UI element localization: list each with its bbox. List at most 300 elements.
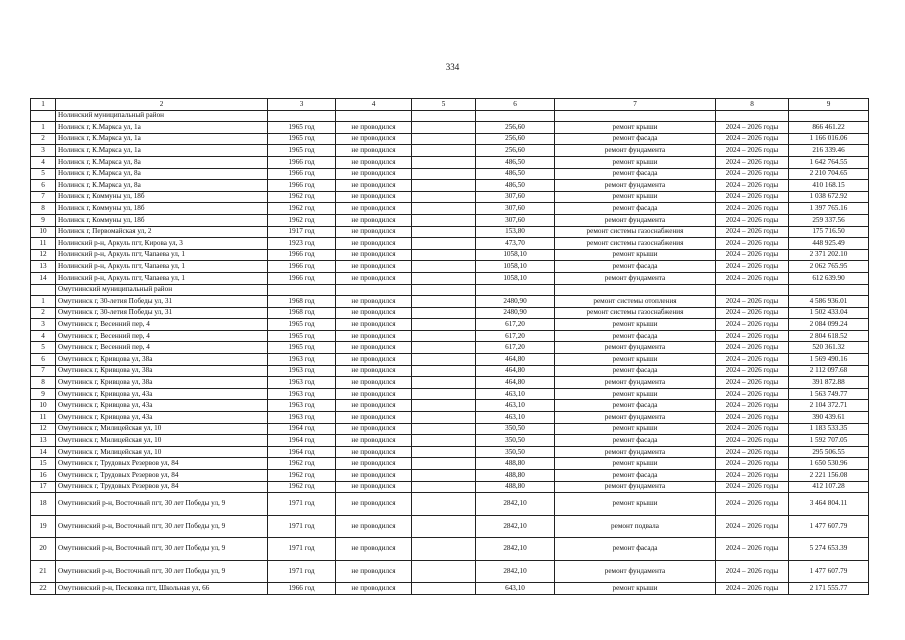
area-cell: 307,60 (476, 214, 555, 226)
work-type-cell: ремонт фундамента (555, 342, 716, 354)
period-cell: 2024 – 2026 годы (716, 238, 789, 250)
col-5-cell (412, 377, 476, 389)
cost-cell: 1 477 607.79 (789, 560, 869, 583)
area-cell: 473,70 (476, 238, 555, 250)
section-title: Нолинский муниципальный район (56, 110, 268, 122)
last-repair-cell: не проводился (336, 470, 412, 482)
area-cell: 256,60 (476, 122, 555, 134)
header-cell: 2 (56, 99, 268, 111)
cost-cell: 4 586 936.01 (789, 296, 869, 308)
period-cell: 2024 – 2026 годы (716, 446, 789, 458)
last-repair-cell: не проводился (336, 560, 412, 583)
work-type-cell: ремонт фундамента (555, 481, 716, 493)
area-cell: 488,80 (476, 481, 555, 493)
last-repair-cell: не проводился (336, 342, 412, 354)
col-5-cell (412, 354, 476, 366)
period-cell: 2024 – 2026 годы (716, 330, 789, 342)
build-year-cell: 1962 год (268, 458, 336, 470)
work-type-cell: ремонт фасада (555, 261, 716, 273)
address-cell: Омутнинск г, Кривцова ул, 38а (56, 365, 268, 377)
table-row (31, 377, 869, 389)
period-cell: 2024 – 2026 годы (716, 145, 789, 157)
section-empty-cell (789, 284, 869, 296)
address-cell: Омутнинск г, Кривцова ул, 43а (56, 412, 268, 424)
col-5-cell (412, 400, 476, 412)
period-cell: 2024 – 2026 годы (716, 423, 789, 435)
row-number-cell: 13 (31, 261, 56, 273)
period-cell: 2024 – 2026 годы (716, 470, 789, 482)
work-type-cell: ремонт крыши (555, 423, 716, 435)
table-row (31, 560, 869, 583)
period-cell: 2024 – 2026 годы (716, 133, 789, 145)
address-cell: Омутнинский р-н, Восточный пгт, 30 лет Победы ул, 9 (56, 560, 268, 583)
work-type-cell: ремонт системы газоснабжения (555, 226, 716, 238)
build-year-cell: 1962 год (268, 203, 336, 215)
row-number-cell: 14 (31, 272, 56, 284)
last-repair-cell: не проводился (336, 377, 412, 389)
build-year-cell: 1971 год (268, 538, 336, 561)
table-row (31, 583, 869, 595)
build-year-cell: 1971 год (268, 515, 336, 538)
period-cell: 2024 – 2026 годы (716, 261, 789, 273)
cost-cell: 2 221 156.08 (789, 470, 869, 482)
col-5-cell (412, 122, 476, 134)
build-year-cell: 1963 год (268, 400, 336, 412)
table-row (31, 238, 869, 250)
work-type-cell: ремонт фасада (555, 470, 716, 482)
last-repair-cell: не проводился (336, 203, 412, 215)
row-number-cell: 12 (31, 249, 56, 261)
row-number-cell: 4 (31, 330, 56, 342)
table-row (31, 261, 869, 273)
table-row (31, 342, 869, 354)
col-5-cell (412, 249, 476, 261)
table-row (31, 400, 869, 412)
address-cell: Омутнинский р-н, Восточный пгт, 30 лет Победы ул, 9 (56, 538, 268, 561)
work-type-cell: ремонт крыши (555, 156, 716, 168)
area-cell: 350,50 (476, 423, 555, 435)
area-cell: 2480,90 (476, 307, 555, 319)
period-cell: 2024 – 2026 годы (716, 226, 789, 238)
area-cell: 256,60 (476, 145, 555, 157)
last-repair-cell: не проводился (336, 307, 412, 319)
table-row (31, 133, 869, 145)
section-empty-cell (476, 284, 555, 296)
row-number-cell: 13 (31, 435, 56, 447)
area-cell: 2842,10 (476, 515, 555, 538)
build-year-cell: 1963 год (268, 354, 336, 366)
section-row (31, 110, 869, 122)
row-number-cell: 10 (31, 400, 56, 412)
build-year-cell: 1966 год (268, 168, 336, 180)
address-cell: Омутнинский р-н, Восточный пгт, 30 лет Победы ул, 9 (56, 493, 268, 516)
period-cell: 2024 – 2026 годы (716, 180, 789, 192)
period-cell: 2024 – 2026 годы (716, 214, 789, 226)
row-number-cell: 16 (31, 470, 56, 482)
period-cell: 2024 – 2026 годы (716, 365, 789, 377)
build-year-cell: 1964 год (268, 446, 336, 458)
area-cell: 2480,90 (476, 296, 555, 308)
cost-cell: 2 171 555.77 (789, 583, 869, 595)
area-cell: 1058,10 (476, 249, 555, 261)
last-repair-cell: не проводился (336, 191, 412, 203)
table-row (31, 538, 869, 561)
area-cell: 464,80 (476, 365, 555, 377)
cost-cell: 1 592 707.05 (789, 435, 869, 447)
cost-cell: 259 337.56 (789, 214, 869, 226)
area-cell: 463,10 (476, 412, 555, 424)
work-type-cell: ремонт крыши (555, 458, 716, 470)
area-cell: 307,60 (476, 203, 555, 215)
col-5-cell (412, 191, 476, 203)
row-number-cell: 8 (31, 203, 56, 215)
cost-cell: 612 639.90 (789, 272, 869, 284)
col-5-cell (412, 560, 476, 583)
work-type-cell: ремонт крыши (555, 122, 716, 134)
header-cell: 1 (31, 99, 56, 111)
row-number-cell: 18 (31, 493, 56, 516)
last-repair-cell: не проводился (336, 515, 412, 538)
col-5-cell (412, 180, 476, 192)
section-empty-cell (476, 110, 555, 122)
col-5-cell (412, 365, 476, 377)
work-type-cell: ремонт системы газоснабжения (555, 238, 716, 250)
col-5-cell (412, 538, 476, 561)
work-type-cell: ремонт фундамента (555, 272, 716, 284)
section-empty-cell (789, 110, 869, 122)
build-year-cell: 1968 год (268, 307, 336, 319)
row-number-cell: 4 (31, 156, 56, 168)
area-cell: 464,80 (476, 377, 555, 389)
header-cell: 9 (789, 99, 869, 111)
address-cell: Омутнинск г, Трудовых Резервов ул, 84 (56, 470, 268, 482)
area-cell: 617,20 (476, 330, 555, 342)
build-year-cell: 1966 год (268, 249, 336, 261)
build-year-cell: 1966 год (268, 156, 336, 168)
row-number-cell: 21 (31, 560, 56, 583)
address-cell: Нолинск г, К.Маркса ул, 8а (56, 180, 268, 192)
header-cell: 3 (268, 99, 336, 111)
address-cell: Нолинский р-н, Аркуль пгт, Кирова ул, 3 (56, 238, 268, 250)
work-type-cell: ремонт крыши (555, 388, 716, 400)
area-cell: 464,80 (476, 354, 555, 366)
work-type-cell: ремонт фундамента (555, 377, 716, 389)
last-repair-cell: не проводился (336, 238, 412, 250)
cost-cell: 1 502 433.04 (789, 307, 869, 319)
cost-cell: 3 464 804.11 (789, 493, 869, 516)
area-cell: 307,60 (476, 191, 555, 203)
address-cell: Омутнинск г, Кривцова ул, 43а (56, 388, 268, 400)
build-year-cell: 1963 год (268, 365, 336, 377)
address-cell: Нолинск г, К.Маркса ул, 8а (56, 168, 268, 180)
table-row (31, 122, 869, 134)
build-year-cell: 1971 год (268, 560, 336, 583)
last-repair-cell: не проводился (336, 180, 412, 192)
col-5-cell (412, 330, 476, 342)
table-row (31, 272, 869, 284)
last-repair-cell: не проводился (336, 481, 412, 493)
col-5-cell (412, 214, 476, 226)
last-repair-cell: не проводился (336, 122, 412, 134)
build-year-cell: 1964 год (268, 435, 336, 447)
cost-cell: 1 166 016.06 (789, 133, 869, 145)
cost-cell: 5 274 653.39 (789, 538, 869, 561)
col-5-cell (412, 342, 476, 354)
last-repair-cell: не проводился (336, 423, 412, 435)
cost-cell: 448 925.49 (789, 238, 869, 250)
work-type-cell: ремонт фасада (555, 168, 716, 180)
area-cell: 463,10 (476, 388, 555, 400)
period-cell: 2024 – 2026 годы (716, 435, 789, 447)
row-number-cell: 5 (31, 168, 56, 180)
last-repair-cell: не проводился (336, 319, 412, 331)
row-number-cell: 9 (31, 388, 56, 400)
build-year-cell: 1962 год (268, 481, 336, 493)
address-cell: Омутнинск г, Кривцова ул, 38а (56, 354, 268, 366)
col-5-cell (412, 583, 476, 595)
cost-cell: 1 397 765.16 (789, 203, 869, 215)
address-cell: Нолинск г, К.Маркса ул, 8а (56, 156, 268, 168)
work-type-cell: ремонт фасада (555, 538, 716, 561)
area-cell: 350,50 (476, 435, 555, 447)
address-cell: Нолинск г, Коммуны ул, 18б (56, 203, 268, 215)
address-cell: Омутнинск г, Весенний пер, 4 (56, 342, 268, 354)
section-title: Омутнинский муниципальный район (56, 284, 268, 296)
cost-cell: 2 804 618.52 (789, 330, 869, 342)
capital-repair-table (30, 98, 869, 595)
period-cell: 2024 – 2026 годы (716, 122, 789, 134)
section-empty-cell (716, 284, 789, 296)
area-cell: 488,80 (476, 458, 555, 470)
cost-cell: 1 477 607.79 (789, 515, 869, 538)
last-repair-cell: не проводился (336, 365, 412, 377)
header-cell: 7 (555, 99, 716, 111)
col-5-cell (412, 307, 476, 319)
col-5-cell (412, 226, 476, 238)
area-cell: 617,20 (476, 319, 555, 331)
address-cell: Омутнинск г, Кривцова ул, 43а (56, 400, 268, 412)
period-cell: 2024 – 2026 годы (716, 342, 789, 354)
table-row (31, 191, 869, 203)
row-number-cell: 7 (31, 365, 56, 377)
section-empty-cell (268, 284, 336, 296)
section-empty-cell (412, 284, 476, 296)
last-repair-cell: не проводился (336, 354, 412, 366)
last-repair-cell: не проводился (336, 330, 412, 342)
build-year-cell: 1962 год (268, 191, 336, 203)
work-type-cell: ремонт фундамента (555, 446, 716, 458)
period-cell: 2024 – 2026 годы (716, 388, 789, 400)
work-type-cell: ремонт системы газоснабжения (555, 307, 716, 319)
row-number-cell: 14 (31, 446, 56, 458)
last-repair-cell: не проводился (336, 583, 412, 595)
work-type-cell: ремонт крыши (555, 493, 716, 516)
area-cell: 486,50 (476, 168, 555, 180)
period-cell: 2024 – 2026 годы (716, 458, 789, 470)
row-number-cell: 17 (31, 481, 56, 493)
work-type-cell: ремонт фасада (555, 330, 716, 342)
row-number-cell: 3 (31, 145, 56, 157)
cost-cell: 391 872.88 (789, 377, 869, 389)
section-empty-cell (268, 110, 336, 122)
last-repair-cell: не проводился (336, 145, 412, 157)
last-repair-cell: не проводился (336, 435, 412, 447)
col-5-cell (412, 388, 476, 400)
cost-cell: 175 716.50 (789, 226, 869, 238)
col-5-cell (412, 481, 476, 493)
address-cell: Нолинск г, Коммуны ул, 18б (56, 214, 268, 226)
row-number-cell: 11 (31, 238, 56, 250)
cost-cell: 2 371 202.10 (789, 249, 869, 261)
col-5-cell (412, 319, 476, 331)
table-row (31, 319, 869, 331)
cost-cell: 866 461.22 (789, 122, 869, 134)
period-cell: 2024 – 2026 годы (716, 515, 789, 538)
address-cell: Омутнинск г, Весенний пер, 4 (56, 319, 268, 331)
address-cell: Омутнинск г, Милицейская ул, 10 (56, 435, 268, 447)
table-row (31, 203, 869, 215)
col-5-cell (412, 515, 476, 538)
work-type-cell: ремонт фасада (555, 133, 716, 145)
header-row (31, 99, 869, 111)
cost-cell: 2 210 704.65 (789, 168, 869, 180)
address-cell: Нолинск г, К.Маркса ул, 1а (56, 122, 268, 134)
build-year-cell: 1917 год (268, 226, 336, 238)
build-year-cell: 1965 год (268, 319, 336, 331)
col-5-cell (412, 296, 476, 308)
work-type-cell: ремонт фасада (555, 203, 716, 215)
row-number-cell: 15 (31, 458, 56, 470)
table-row (31, 470, 869, 482)
period-cell: 2024 – 2026 годы (716, 156, 789, 168)
last-repair-cell: не проводился (336, 156, 412, 168)
build-year-cell: 1971 год (268, 493, 336, 516)
cost-cell: 2 062 765.95 (789, 261, 869, 273)
area-cell: 350,50 (476, 446, 555, 458)
row-number-cell: 22 (31, 583, 56, 595)
build-year-cell: 1962 год (268, 214, 336, 226)
section-empty-cell (336, 110, 412, 122)
cost-cell: 1 183 533.35 (789, 423, 869, 435)
row-number-cell: 12 (31, 423, 56, 435)
table-row (31, 354, 869, 366)
area-cell: 2842,10 (476, 538, 555, 561)
build-year-cell: 1962 год (268, 470, 336, 482)
last-repair-cell: не проводился (336, 446, 412, 458)
header-cell: 4 (336, 99, 412, 111)
period-cell: 2024 – 2026 годы (716, 354, 789, 366)
section-empty-cell (336, 284, 412, 296)
row-number-cell: 10 (31, 226, 56, 238)
work-type-cell: ремонт крыши (555, 249, 716, 261)
address-cell: Омутнинск г, Милицейская ул, 10 (56, 446, 268, 458)
row-number-cell: 1 (31, 122, 56, 134)
section-spacer (31, 110, 56, 122)
period-cell: 2024 – 2026 годы (716, 412, 789, 424)
build-year-cell: 1966 год (268, 272, 336, 284)
last-repair-cell: не проводился (336, 400, 412, 412)
build-year-cell: 1963 год (268, 388, 336, 400)
row-number-cell: 2 (31, 307, 56, 319)
work-type-cell: ремонт фасада (555, 435, 716, 447)
period-cell: 2024 – 2026 годы (716, 560, 789, 583)
cost-cell: 1 038 672.92 (789, 191, 869, 203)
page-number: 334 (445, 62, 460, 72)
row-number-cell: 8 (31, 377, 56, 389)
build-year-cell: 1965 год (268, 122, 336, 134)
address-cell: Нолинский р-н, Аркуль пгт, Чапаева ул, 1 (56, 261, 268, 273)
col-5-cell (412, 168, 476, 180)
section-empty-cell (412, 110, 476, 122)
last-repair-cell: не проводился (336, 388, 412, 400)
table-row (31, 458, 869, 470)
cost-cell: 2 112 097.68 (789, 365, 869, 377)
row-number-cell: 2 (31, 133, 56, 145)
cost-cell: 390 439.61 (789, 412, 869, 424)
cost-cell: 1 569 490.16 (789, 354, 869, 366)
col-5-cell (412, 423, 476, 435)
period-cell: 2024 – 2026 годы (716, 538, 789, 561)
work-type-cell: ремонт фундамента (555, 214, 716, 226)
area-cell: 643,10 (476, 583, 555, 595)
table-row (31, 296, 869, 308)
period-cell: 2024 – 2026 годы (716, 296, 789, 308)
table-row (31, 388, 869, 400)
row-number-cell: 6 (31, 354, 56, 366)
table-row (31, 307, 869, 319)
area-cell: 153,80 (476, 226, 555, 238)
build-year-cell: 1966 год (268, 583, 336, 595)
period-cell: 2024 – 2026 годы (716, 493, 789, 516)
work-type-cell: ремонт системы отопления (555, 296, 716, 308)
work-type-cell: ремонт крыши (555, 583, 716, 595)
area-cell: 1058,10 (476, 261, 555, 273)
col-5-cell (412, 156, 476, 168)
address-cell: Нолинск г, К.Маркса ул, 1а (56, 133, 268, 145)
table-row (31, 180, 869, 192)
row-number-cell: 6 (31, 180, 56, 192)
address-cell: Омутнинск г, Весенний пер, 4 (56, 330, 268, 342)
last-repair-cell: не проводился (336, 493, 412, 516)
cost-cell: 2 104 372.71 (789, 400, 869, 412)
work-type-cell: ремонт крыши (555, 354, 716, 366)
address-cell: Нолинский р-н, Аркуль пгт, Чапаева ул, 1 (56, 272, 268, 284)
area-cell: 617,20 (476, 342, 555, 354)
last-repair-cell: не проводился (336, 214, 412, 226)
section-empty-cell (555, 110, 716, 122)
col-5-cell (412, 412, 476, 424)
col-5-cell (412, 470, 476, 482)
build-year-cell: 1968 год (268, 296, 336, 308)
address-cell: Омутнинск г, Трудовых Резервов ул, 84 (56, 481, 268, 493)
address-cell: Нолинск г, К.Маркса ул, 1а (56, 145, 268, 157)
period-cell: 2024 – 2026 годы (716, 249, 789, 261)
work-type-cell: ремонт фасада (555, 400, 716, 412)
area-cell: 463,10 (476, 400, 555, 412)
period-cell: 2024 – 2026 годы (716, 481, 789, 493)
section-empty-cell (555, 284, 716, 296)
cost-cell: 2 084 099.24 (789, 319, 869, 331)
build-year-cell: 1966 год (268, 180, 336, 192)
work-type-cell: ремонт фундамента (555, 180, 716, 192)
work-type-cell: ремонт фасада (555, 365, 716, 377)
row-number-cell: 1 (31, 296, 56, 308)
table-row (31, 481, 869, 493)
table-row (31, 226, 869, 238)
row-number-cell: 20 (31, 538, 56, 561)
table-row (31, 214, 869, 226)
work-type-cell: ремонт подвала (555, 515, 716, 538)
